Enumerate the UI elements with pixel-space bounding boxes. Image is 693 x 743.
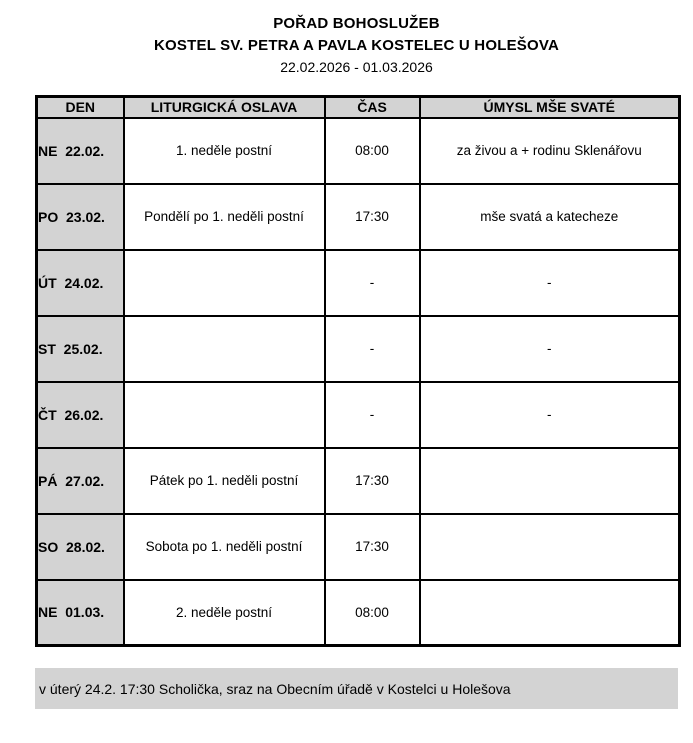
- celebration-cell: 1. neděle postní: [124, 118, 325, 184]
- intention-cell: [420, 448, 680, 514]
- table-row: [37, 580, 680, 646]
- page-subtitle: KOSTEL SV. PETRA A PAVLA KOSTELEC U HOLEŠOVA: [154, 37, 559, 54]
- intention-cell: -: [420, 250, 680, 316]
- time-cell: -: [325, 250, 420, 316]
- intention-cell: mše svatá a katecheze: [420, 184, 680, 250]
- celebration-cell: Pondělí po 1. neděli postní: [124, 184, 325, 250]
- footer-note-text: v úterý 24.2. 17:30 Scholička, sraz na Obecním úřadě v Kostelci u Holešova: [39, 680, 511, 697]
- table-row: [37, 448, 680, 514]
- day-cell: PÁ 27.02.: [37, 448, 124, 514]
- table-row: [37, 184, 680, 250]
- table-row: [37, 316, 680, 382]
- day-cell: NE 22.02.: [37, 118, 124, 184]
- date-range: 22.02.2026 - 01.03.2026: [280, 59, 433, 75]
- col-header-time: ČAS: [325, 97, 420, 118]
- day-cell: NE 01.03.: [37, 580, 124, 646]
- celebration-cell: 2. neděle postní: [124, 580, 325, 646]
- intention-cell: [420, 514, 680, 580]
- intention-cell: -: [420, 382, 680, 448]
- footer-note-box: [35, 668, 678, 709]
- day-cell: PO 23.02.: [37, 184, 124, 250]
- day-cell: ST 25.02.: [37, 316, 124, 382]
- table-row: [37, 382, 680, 448]
- header-row: [37, 97, 680, 118]
- intention-cell: [420, 580, 680, 646]
- day-cell: ČT 26.02.: [37, 382, 124, 448]
- schedule-table: [35, 95, 681, 647]
- time-cell: 08:00: [325, 580, 420, 646]
- celebration-cell: [124, 250, 325, 316]
- day-cell: SO 28.02.: [37, 514, 124, 580]
- col-header-intention: ÚMYSL MŠE SVATÉ: [420, 97, 680, 118]
- time-cell: -: [325, 316, 420, 382]
- time-cell: 17:30: [325, 184, 420, 250]
- table-row: [37, 514, 680, 580]
- time-cell: 08:00: [325, 118, 420, 184]
- celebration-cell: [124, 382, 325, 448]
- page-title: POŘAD BOHOSLUŽEB: [273, 15, 440, 32]
- celebration-cell: [124, 316, 325, 382]
- table-row: [37, 118, 680, 184]
- title-block: [35, 0, 678, 77]
- time-cell: -: [325, 382, 420, 448]
- time-cell: 17:30: [325, 514, 420, 580]
- col-header-day: DEN: [37, 97, 124, 118]
- celebration-cell: Pátek po 1. neděli postní: [124, 448, 325, 514]
- day-cell: ÚT 24.02.: [37, 250, 124, 316]
- intention-cell: -: [420, 316, 680, 382]
- table-row: [37, 250, 680, 316]
- time-cell: 17:30: [325, 448, 420, 514]
- col-header-celebration: LITURGICKÁ OSLAVA: [124, 97, 325, 118]
- celebration-cell: Sobota po 1. neděli postní: [124, 514, 325, 580]
- intention-cell: za živou a + rodinu Sklenářovu: [420, 118, 680, 184]
